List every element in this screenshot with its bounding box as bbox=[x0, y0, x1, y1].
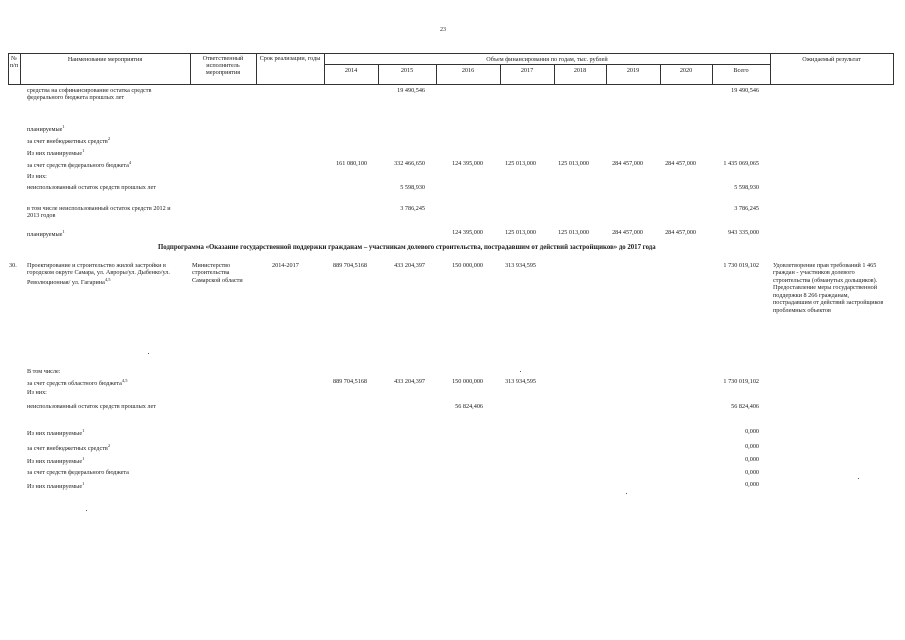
header-year: 2015 bbox=[400, 67, 414, 74]
row-label bbox=[27, 124, 177, 134]
item-responsible: Министерство строительства Самарской области bbox=[192, 262, 243, 284]
cell-value: 889 704,5168 bbox=[332, 262, 367, 269]
table-header bbox=[8, 53, 894, 85]
cell-value: 284 457,000 bbox=[665, 229, 696, 236]
cell-value: 1 730 019,102 bbox=[723, 378, 759, 385]
row-label bbox=[27, 443, 177, 453]
item-period: 2014-2017 bbox=[272, 262, 299, 269]
cell-value: 1 730 019,102 bbox=[723, 262, 759, 269]
cell-value: 125 013,000 bbox=[505, 160, 536, 167]
row-label bbox=[27, 469, 177, 476]
cell-value: 124 395,000 bbox=[452, 160, 483, 167]
row-label bbox=[27, 428, 177, 438]
cell-value: 889 704,5168 bbox=[332, 378, 367, 385]
item-name bbox=[27, 262, 182, 286]
cell-value: 56 824,406 bbox=[455, 403, 483, 410]
header-year: 2017 bbox=[520, 67, 534, 74]
row-label bbox=[27, 481, 177, 491]
header-total: Всего bbox=[733, 67, 749, 74]
row-label-text: В том числе: bbox=[27, 368, 61, 375]
row-label bbox=[27, 160, 177, 170]
cell-value: 56 824,406 bbox=[731, 403, 759, 410]
row-label bbox=[27, 136, 177, 146]
cell-value: 313 934,595 bbox=[505, 378, 536, 385]
cell-value: 0,000 bbox=[745, 428, 759, 435]
row-label bbox=[27, 184, 177, 191]
row-label-text: Из них планируемые bbox=[27, 150, 83, 158]
cell-value: 943 335,000 bbox=[728, 229, 759, 236]
cell-value: 1 435 069,065 bbox=[723, 160, 759, 167]
item-number: 30. bbox=[9, 262, 17, 269]
row-label-sup: 1 bbox=[62, 229, 65, 234]
cell-value: 19 490,546 bbox=[397, 87, 425, 94]
row-label bbox=[27, 403, 177, 410]
row-label bbox=[27, 389, 177, 396]
row-label bbox=[27, 148, 177, 158]
header-year: 2020 bbox=[679, 67, 693, 74]
row-label-sup: 1 bbox=[62, 124, 65, 129]
row-label-sup: 4,5 bbox=[121, 378, 128, 383]
header-period: Срок реализации, годы bbox=[259, 55, 321, 62]
row-label-sup: 2 bbox=[107, 136, 111, 141]
header-num: № п/п bbox=[9, 55, 19, 70]
row-label-text: за счет средств федерального бюджета bbox=[27, 162, 129, 170]
cell-value: 284 457,000 bbox=[612, 160, 643, 167]
row-label-sup: 1 bbox=[82, 456, 85, 461]
row-label-text: средства на софинансирование остатка средств федерального бюджета прошлых лет bbox=[27, 87, 152, 102]
row-label-sup: 2 bbox=[107, 443, 111, 448]
cell-value: 433 204,397 bbox=[394, 262, 425, 269]
header-year: 2019 bbox=[626, 67, 640, 74]
row-label-text: Из них: bbox=[27, 389, 47, 396]
header-funding: Объем финансирования по годам, тыс. рублей bbox=[486, 56, 608, 63]
header-name: Наименование мероприятия bbox=[67, 56, 143, 63]
cell-value: 0,000 bbox=[745, 481, 759, 488]
cell-value: 0,000 bbox=[745, 469, 759, 476]
page-number: 23 bbox=[440, 27, 446, 33]
row-label bbox=[27, 173, 177, 180]
cell-value: 161 080,100 bbox=[336, 160, 367, 167]
row-label-text: за счет внебюджетных средств bbox=[27, 138, 108, 146]
header-year: 2014 bbox=[344, 67, 358, 74]
cell-value: 3 786,245 bbox=[734, 205, 759, 212]
row-label bbox=[27, 378, 177, 388]
row-label-text: планируемые bbox=[27, 231, 63, 239]
row-label bbox=[27, 87, 177, 102]
cell-value: 124 395,000 bbox=[452, 229, 483, 236]
header-year: 2018 bbox=[573, 67, 587, 74]
row-label-sup: 1 bbox=[82, 428, 85, 433]
row-label bbox=[27, 229, 177, 239]
subprogram-title: Подпрограмма «Оказание государственной поддержки гражданам – участникам долевого строительства, пострадавшим от действий застройщиков» до 2017 года bbox=[158, 244, 656, 251]
row-label bbox=[27, 368, 177, 375]
row-label-text: за счет средств федерального бюджета bbox=[27, 469, 129, 476]
cell-value: 125 013,000 bbox=[505, 229, 536, 236]
cell-value: 125 013,000 bbox=[558, 160, 589, 167]
cell-value: 5 598,930 bbox=[400, 184, 425, 191]
cell-value: 332 466,650 bbox=[394, 160, 425, 167]
item-name-sup: 4,5 bbox=[104, 276, 111, 282]
cell-value: 125 013,000 bbox=[558, 229, 589, 236]
row-label-text: Из них: bbox=[27, 173, 47, 180]
row-label-text: Из них планируемые bbox=[27, 430, 83, 438]
header-year: 2016 bbox=[461, 67, 475, 74]
row-label bbox=[27, 205, 177, 220]
row-label-sup: 4 bbox=[128, 160, 132, 165]
header-result: Ожидаемый результат bbox=[802, 56, 861, 63]
cell-value: 3 786,245 bbox=[400, 205, 425, 212]
row-label-text: планируемые bbox=[27, 126, 63, 134]
header-responsible: Ответственный исполнитель мероприятия bbox=[202, 55, 244, 77]
row-label-text: неиспользованный остаток средств прошлых лет bbox=[27, 184, 156, 191]
cell-value: 0,000 bbox=[745, 456, 759, 463]
row-label-text: в том числе неиспользованный остаток средств 2012 и 2013 годов bbox=[27, 205, 171, 220]
cell-value: 150 000,000 bbox=[452, 378, 483, 385]
cell-value: 150 000,000 bbox=[452, 262, 483, 269]
row-label-text: Из них планируемые bbox=[27, 483, 83, 491]
cell-value: 0,000 bbox=[745, 443, 759, 450]
item-name-text: Проектирование и строительство жилой застройки в городском округе Самара, ул. Авроры/ул. Дыбенко/ул. Революционная/ ул. Гагарина bbox=[27, 262, 170, 286]
cell-value: 433 204,397 bbox=[394, 378, 425, 385]
row-label-text: за счет средств областного бюджета bbox=[27, 380, 122, 388]
row-label-sup: 1 bbox=[82, 148, 85, 153]
cell-value: 19 490,546 bbox=[731, 87, 759, 94]
row-label-sup: 1 bbox=[82, 481, 85, 486]
cell-value: 284 457,000 bbox=[612, 229, 643, 236]
row-label-text: за счет внебюджетных средств bbox=[27, 445, 108, 453]
row-label-text: Из них планируемые bbox=[27, 458, 83, 466]
item-result: Удовлетворение прав требований 1 465 граждан - участников долевого строительства (обманутых дольщиков). Предоставление меры государственной поддержки 8 266 гражданам, пострадавшим от действий застройщиков проблемных объектов bbox=[773, 262, 884, 314]
row-label-text: неиспользованный остаток средств прошлых лет bbox=[27, 403, 156, 410]
cell-value: 5 598,930 bbox=[734, 184, 759, 191]
row-label bbox=[27, 456, 177, 466]
cell-value: 284 457,000 bbox=[665, 160, 696, 167]
cell-value: 313 934,595 bbox=[505, 262, 536, 269]
